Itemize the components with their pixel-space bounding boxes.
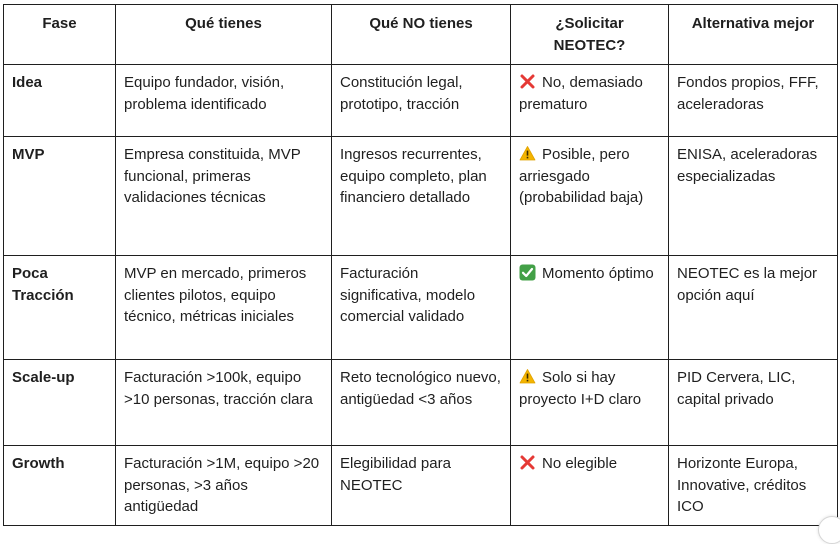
header-fase: Fase [4,5,116,65]
apply-cell [511,65,669,137]
neotec-phase-table [3,4,838,526]
cross-mark-icon [519,73,536,90]
header-alternativa-mejor: Alternativa mejor [669,5,838,65]
header-que-no-tienes: Qué NO tienes [332,5,511,65]
apply-cell [511,360,669,446]
missing-cell: Facturación significativa, modelo comercial validado [332,256,511,360]
missing-cell: Ingresos recurrentes, equipo completo, plan financiero detallado [332,137,511,256]
missing-cell: Elegibilidad para NEOTEC [332,446,511,526]
apply-text: No elegible [542,455,618,472]
apply-cell [511,137,669,256]
apply-text: Momento óptimo [542,265,654,282]
alternative-cell: NEOTEC es la mejor opción aquí [669,256,838,360]
warning-icon [519,368,536,385]
table-header-row [4,5,838,65]
apply-text: Posible, pero arriesgado (probabilidad baja) [519,146,644,207]
missing-cell: Reto tecnológico nuevo, antigüedad <3 años [332,360,511,446]
alternative-cell: Horizonte Europa, Innovative, créditos ICO [669,446,838,526]
apply-cell [511,446,669,526]
alternative-cell: PID Cervera, LIC, capital privado [669,360,838,446]
apply-text: Solo si hay proyecto I+D claro [519,369,642,408]
apply-text: No, demasiado prematuro [519,74,643,113]
phase-cell: Scale-up [4,360,116,446]
phase-cell: Poca Tracción [4,256,116,360]
have-cell: MVP en mercado, primeros clientes pilotos, equipo técnico, métricas iniciales [116,256,332,360]
alternative-cell: ENISA, aceleradoras especializadas [669,137,838,256]
missing-cell: Constitución legal, prototipo, tracción [332,65,511,137]
table-row [4,446,838,526]
phase-cell: MVP [4,137,116,256]
table-row [4,360,838,446]
header-que-tienes: Qué tienes [116,5,332,65]
table-row [4,65,838,137]
cross-mark-icon [519,454,536,471]
table-row [4,256,838,360]
have-cell: Facturación >100k, equipo >10 personas, tracción clara [116,360,332,446]
apply-cell [511,256,669,360]
have-cell: Facturación >1M, equipo >20 personas, >3 años antigüedad [116,446,332,526]
have-cell: Empresa constituida, MVP funcional, primeras validaciones técnicas [116,137,332,256]
phase-cell: Idea [4,65,116,137]
phase-cell: Growth [4,446,116,526]
floating-action-button[interactable] [818,516,840,544]
alternative-cell: Fondos propios, FFF, aceleradoras [669,65,838,137]
table-row [4,137,838,256]
check-mark-icon [519,264,536,281]
warning-icon [519,145,536,162]
header-solicitar-neotec: ¿Solicitar NEOTEC? [511,5,669,65]
have-cell: Equipo fundador, visión, problema identificado [116,65,332,137]
